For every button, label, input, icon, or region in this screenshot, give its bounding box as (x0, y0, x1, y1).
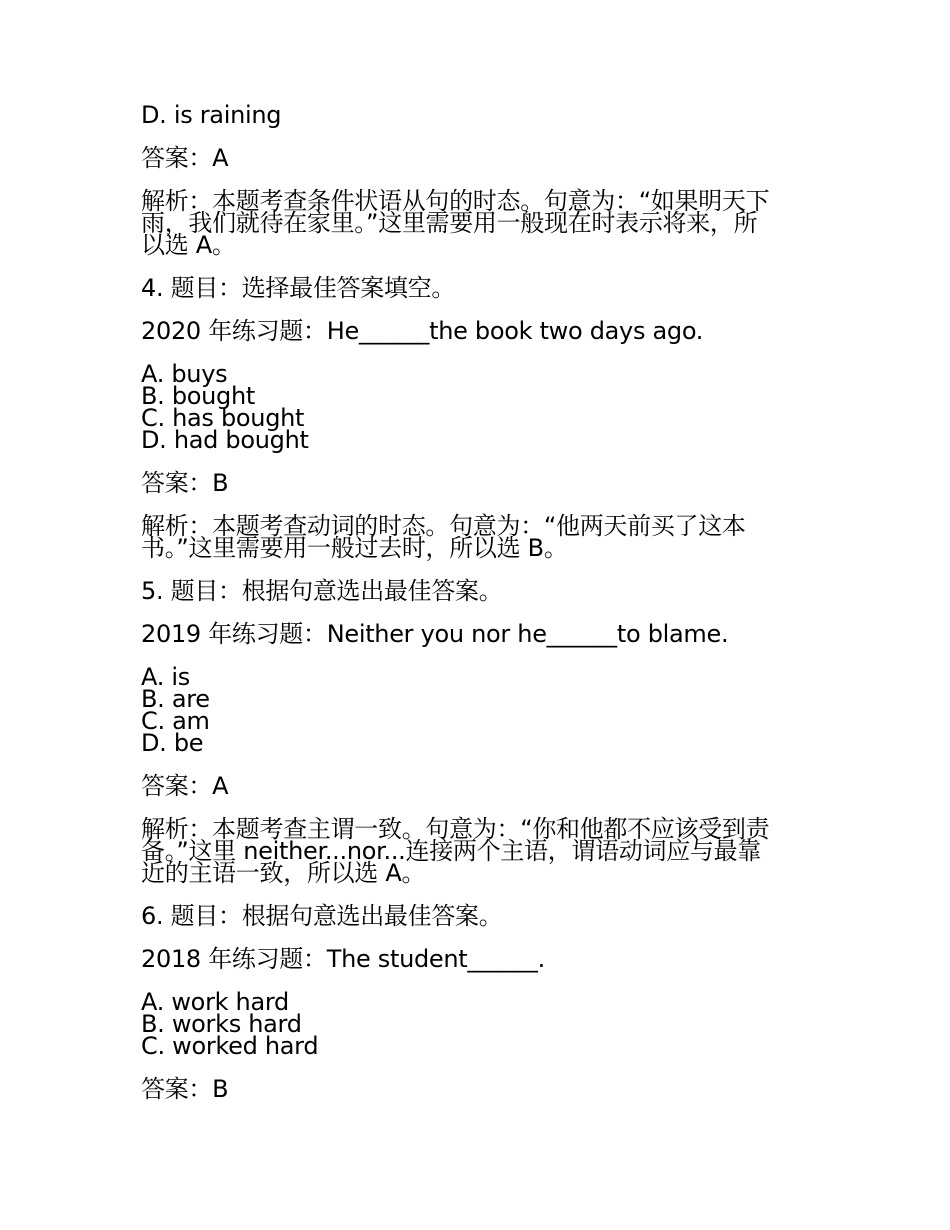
text-line: 解析：本题考查主谓一致。句意为：“你和他都不应该受到责 (141, 815, 770, 843)
option-d: D. be (141, 729, 204, 757)
option-a: A. work hard (141, 988, 289, 1016)
question-6-options (141, 988, 821, 1060)
question-5-options (141, 663, 821, 757)
answer-q3 (141, 144, 821, 172)
text-line: 5. 题目：根据句意选出最佳答案。 (141, 577, 503, 605)
question-4-heading (141, 274, 821, 302)
text-line: 答案：B (141, 1075, 229, 1103)
option-a: A. is (141, 663, 190, 691)
text-line: 解析：本题考查动词的时态。句意为：“他两天前买了这本 (141, 512, 746, 540)
answer-q6 (141, 1075, 821, 1103)
question-5-text (141, 620, 821, 648)
text-line: 雨，我们就待在家里。”这里需要用一般现在时表示将来，所 (141, 209, 758, 237)
question-6-heading (141, 902, 821, 930)
text-line: 2018 年练习题：The student______. (141, 945, 545, 973)
text-line: 6. 题目：根据句意选出最佳答案。 (141, 902, 503, 930)
document-page (141, 101, 821, 1121)
text-line: 书。”这里需要用一般过去时，所以选 B。 (141, 534, 568, 562)
option-c: C. worked hard (141, 1032, 319, 1060)
explanation-q4 (141, 512, 821, 562)
text-line: 答案：A (141, 772, 229, 800)
text-line: 4. 题目：选择最佳答案填空。 (141, 274, 456, 302)
option-d-raining (141, 101, 821, 129)
text-line: 答案：A (141, 144, 229, 172)
option-b: B. bought (141, 382, 256, 410)
option-d: D. had bought (141, 426, 309, 454)
text-line: 近的主语一致，所以选 A。 (141, 859, 426, 887)
text-line: 答案：B (141, 469, 229, 497)
option-b: B. works hard (141, 1010, 302, 1038)
text-line: 2019 年练习题：Neither you nor he______to blame. (141, 620, 729, 648)
answer-q5 (141, 772, 821, 800)
question-5-heading (141, 577, 821, 605)
question-4-text (141, 317, 821, 345)
question-4-options (141, 360, 821, 454)
question-6-text (141, 945, 821, 973)
text-line: 以选 A。 (141, 231, 236, 259)
text-line: 备。”这里 neither...nor...连接两个主语，谓语动词应与最靠 (141, 837, 761, 865)
option-a: A. buys (141, 360, 228, 388)
option-c: C. has bought (141, 404, 305, 432)
explanation-q5 (141, 815, 821, 887)
text-line: D. is raining (141, 101, 282, 129)
explanation-q3 (141, 187, 821, 259)
text-line: 解析：本题考查条件状语从句的时态。句意为：“如果明天下 (141, 187, 770, 215)
text-line: 2020 年练习题：He______the book two days ago. (141, 317, 704, 345)
option-b: B. are (141, 685, 210, 713)
option-c: C. am (141, 707, 210, 735)
answer-q4 (141, 469, 821, 497)
